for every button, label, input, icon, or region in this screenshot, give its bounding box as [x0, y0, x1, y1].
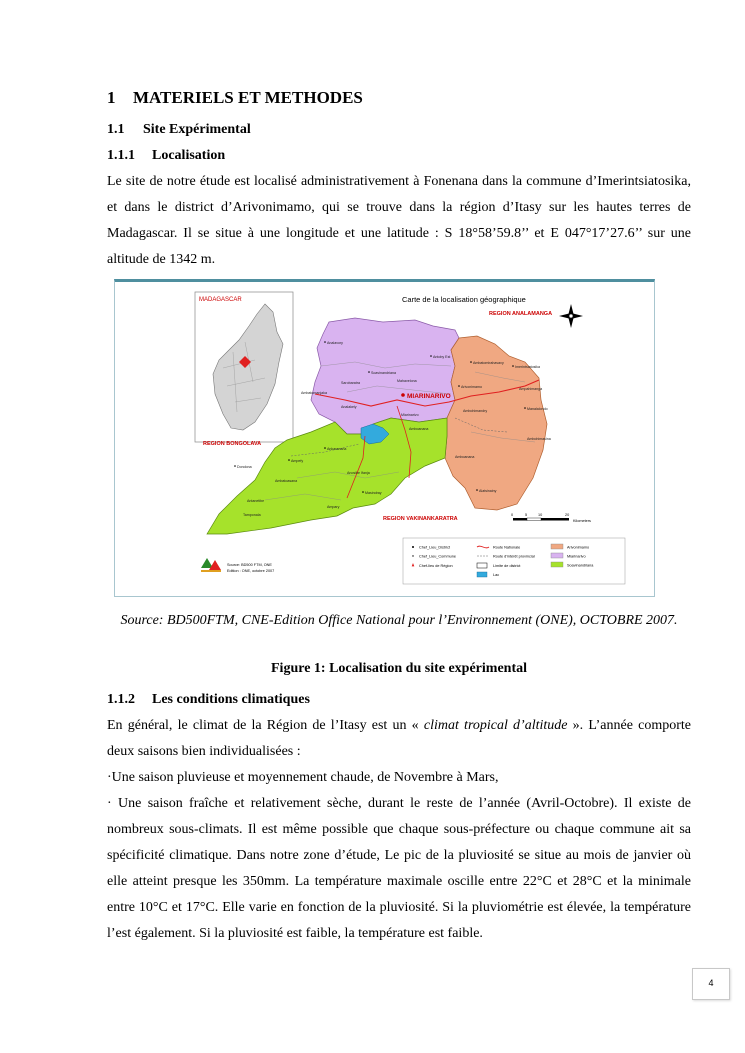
inset-label: MADAGASCAR: [199, 297, 242, 303]
svg-text:Lac: Lac: [493, 573, 500, 577]
climat-intro-end: ». L’année comporte deux saisons bien individualisées :: [107, 718, 691, 759]
capital-marker: [401, 393, 405, 397]
svg-text:Route Nationale: Route Nationale: [493, 545, 521, 550]
svg-text:Route d'intérêt provincial: Route d'intérêt provincial: [493, 554, 535, 559]
svg-text:Chef_Lieu_Commune: Chef_Lieu_Commune: [419, 554, 456, 559]
region-vakinankaratra-label: REGION VAKINANKARATRA: [383, 516, 458, 522]
svg-text:Ambatomanjaka: Ambatomanjaka: [301, 391, 327, 395]
svg-text:Arivonimamo: Arivonimamo: [461, 385, 482, 389]
north-arrow-icon: [559, 304, 583, 328]
climat-intro-emphasis: climat tropical d’altitude: [423, 718, 568, 733]
svg-text:Analavory: Analavory: [327, 341, 343, 345]
scale-bar: [511, 513, 591, 523]
svg-text:Ankaranana: Ankaranana: [327, 447, 347, 451]
svg-text:Miarinarivo: Miarinarivo: [401, 413, 419, 417]
svg-text:Amboanana: Amboanana: [409, 427, 429, 431]
figure-source: Source: BD500FTM, CNE-Edition Office National pour l’Environnement (ONE), OCTOBRE 2007.: [120, 613, 678, 628]
source-note-line1: Source: BD500 FTM, ONE: [227, 563, 272, 567]
svg-text:Kilometers: Kilometers: [573, 519, 591, 523]
region-miarinarivo: [311, 318, 459, 434]
svg-text:Dondona: Dondona: [237, 465, 252, 469]
climat-intro-start: En général, le climat de la Région de l’Itasy est un «: [107, 718, 424, 733]
svg-text:Analakely: Analakely: [341, 405, 357, 409]
climat-title: Les conditions climatiques: [152, 692, 310, 707]
svg-text:Anosibe Ifanja: Anosibe Ifanja: [347, 471, 370, 475]
climat-bullet-2: · Une saison fraîche et relativement sèche, durant le reste de l’année (Avril-Octobre). Il existe de nombreux sous-climats. Il est même possible que chaque sous-préfecture ou chaque commune ait sa spécificité climatique. Dans notre zone d’étude, Le pic de la pluviosité se situe au mois de janvier où elle atteint presque les 350mm. La température maximale oscille entre 22°C et 28°C et la minimale entre 10°C et 17°C. Elle varie en fonction de la pluviosité. Si la pluviométrie est élevée, la température l’est également. Si la pluviosité est faible, la température est faible.: [107, 796, 691, 941]
svg-text:Antanetibe: Antanetibe: [247, 499, 265, 503]
svg-text:Imerintsiatosika: Imerintsiatosika: [515, 365, 540, 369]
localisation-number: 1.1.1: [107, 148, 135, 163]
climat-intro: [107, 713, 691, 765]
svg-text:Alatsinainy: Alatsinainy: [479, 489, 497, 493]
page-number: 4: [692, 968, 730, 1000]
figure-caption: Figure 1: Localisation du site expérimental: [271, 661, 527, 676]
climat-number: 1.1.2: [107, 692, 135, 707]
svg-text:20: 20: [565, 513, 570, 517]
subsection-number: 1.1: [107, 122, 125, 137]
svg-text:Ampahimanga: Ampahimanga: [519, 387, 543, 391]
svg-text:Arivonimamo: Arivonimamo: [567, 545, 590, 550]
climat-bullet-1: ·Une saison pluvieuse et moyennement chaude, de Novembre à Mars,: [107, 770, 499, 785]
svg-text:Ampary: Ampary: [327, 505, 340, 509]
svg-text:Ambatoasana: Ambatoasana: [275, 479, 298, 483]
svg-text:Tamponala: Tamponala: [243, 513, 261, 517]
section-number: 1: [107, 88, 116, 107]
map-legend: [403, 538, 625, 584]
source-note-line2: Edition : ONE, octobre 2007: [227, 569, 275, 573]
svg-text:5: 5: [525, 513, 528, 517]
svg-text:Ambohimasina: Ambohimasina: [527, 437, 551, 441]
location-map: [115, 282, 654, 597]
localisation-heading: [107, 148, 225, 164]
section-title: MATERIELS ET METHODES: [133, 88, 363, 107]
localisation-title: Localisation: [152, 148, 226, 163]
svg-text:Ambohimandry: Ambohimandry: [463, 409, 488, 413]
localisation-paragraph: Le site de notre étude est localisé administrativement à Fonenana dans la commune d’Imerintsiatosika, et dans le district d’Arivonimamo, qui se trouve dans la région d’Itasy sur les hautes terres de Madagascar. Il se situe à une longitude et une latitude : S 18°58’59.8’’ et E 047°17’27.6’’ sur une altitude de 1342 m.: [107, 174, 691, 267]
svg-text:10: 10: [538, 513, 543, 517]
svg-text:Soavinandriana: Soavinandriana: [567, 563, 594, 568]
svg-text:Mahavelona: Mahavelona: [397, 379, 417, 383]
svg-text:Sarobaratra: Sarobaratra: [341, 381, 360, 385]
source-logo: [201, 558, 221, 572]
capital-label: MIARINARIVO: [407, 393, 451, 400]
region-bongolava-label: REGION BONGOLAVA: [203, 441, 262, 447]
subsection-heading: [107, 122, 251, 138]
svg-text:Ambatomirahavavy: Ambatomirahavavy: [473, 361, 504, 365]
svg-text:0: 0: [511, 513, 514, 517]
section-heading: [107, 88, 363, 108]
svg-text:Masindray: Masindray: [365, 491, 382, 495]
location-map-figure: [114, 279, 655, 597]
svg-text:Chef_Lieu_District: Chef_Lieu_District: [419, 545, 451, 550]
map-title: Carte de la localisation géographique: [402, 295, 526, 304]
svg-text:Antoby Est: Antoby Est: [433, 355, 451, 359]
subsection-title: Site Expérimental: [143, 122, 251, 137]
region-analamanga-label: REGION ANALAMANGA: [489, 311, 553, 317]
svg-text:Miarinarivo: Miarinarivo: [567, 554, 586, 559]
climat-heading: [107, 692, 310, 708]
svg-text:Limite de district: Limite de district: [493, 564, 521, 568]
svg-text:Soavinandriana: Soavinandriana: [371, 371, 396, 375]
svg-text:Ampefy: Ampefy: [291, 459, 304, 463]
svg-text:Manalalondo: Manalalondo: [527, 407, 548, 411]
svg-text:Amboanana: Amboanana: [455, 455, 475, 459]
svg-text:Chef-lieu de Région: Chef-lieu de Région: [419, 564, 453, 568]
